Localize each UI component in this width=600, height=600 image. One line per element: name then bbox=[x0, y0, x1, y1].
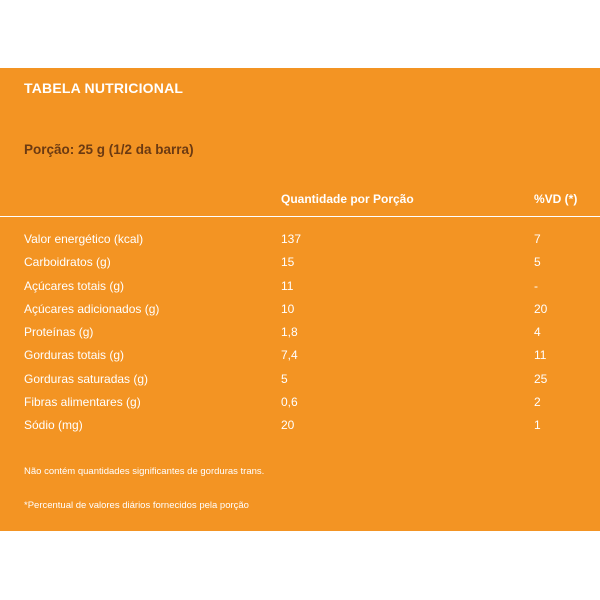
nutrient-vd: 4 bbox=[534, 325, 541, 340]
nutrient-vd: 7 bbox=[534, 232, 541, 246]
nutrition-table-panel bbox=[0, 68, 600, 531]
nutrient-quantity: 15 bbox=[281, 255, 295, 270]
nutrient-quantity: 20 bbox=[281, 418, 295, 433]
nutrient-name: Valor energético (kcal) bbox=[24, 232, 144, 246]
table-row bbox=[0, 372, 600, 395]
nutrient-quantity: 11 bbox=[281, 278, 294, 293]
nutrient-name: Açúcares totais (g) bbox=[24, 278, 125, 293]
nutrient-name: Gorduras totais (g) bbox=[24, 348, 125, 363]
footnote-trans-fat: Não contém quantidades significantes de gorduras trans. bbox=[24, 466, 265, 477]
nutrient-quantity: 7,4 bbox=[281, 348, 298, 363]
table-row bbox=[0, 395, 600, 418]
table-row bbox=[0, 348, 600, 371]
portion-size: Porção: 25 g (1/2 da barra) bbox=[24, 142, 194, 157]
nutrient-vd: - bbox=[534, 278, 538, 293]
nutrient-vd: 20 bbox=[534, 301, 548, 316]
nutrient-quantity: 10 bbox=[281, 301, 295, 316]
nutrient-name: Proteínas (g) bbox=[24, 325, 94, 340]
table-row bbox=[0, 302, 600, 325]
table-header bbox=[0, 192, 600, 214]
nutrient-vd: 1 bbox=[534, 418, 541, 433]
nutrient-name: Gorduras saturadas (g) bbox=[24, 371, 149, 386]
table-row bbox=[0, 232, 600, 255]
nutrient-vd: 25 bbox=[534, 371, 548, 386]
table-row bbox=[0, 418, 600, 441]
nutrient-quantity: 137 bbox=[281, 232, 302, 246]
nutrient-name: Açúcares adicionados (g) bbox=[24, 301, 160, 316]
nutrient-vd: 11 bbox=[534, 348, 547, 363]
header-quantity: Quantidade por Porção bbox=[281, 192, 414, 206]
nutrient-vd: 2 bbox=[534, 395, 541, 410]
table-row bbox=[0, 325, 600, 348]
nutrient-name: Carboidratos (g) bbox=[24, 255, 111, 270]
nutrient-vd: 5 bbox=[534, 255, 541, 270]
header-vd: %VD (*) bbox=[534, 192, 578, 206]
header-divider bbox=[0, 216, 600, 217]
table-row bbox=[0, 279, 600, 302]
table-title: TABELA NUTRICIONAL bbox=[24, 80, 184, 96]
nutrient-quantity: 1,8 bbox=[281, 325, 298, 340]
table-row bbox=[0, 255, 600, 278]
nutrient-name: Sódio (mg) bbox=[24, 418, 83, 433]
nutrient-quantity: 5 bbox=[281, 371, 288, 386]
nutrient-rows bbox=[0, 232, 600, 442]
nutrient-quantity: 0,6 bbox=[281, 395, 298, 410]
nutrient-name: Fibras alimentares (g) bbox=[24, 395, 141, 410]
footnote-percent-dv: *Percentual de valores diários fornecidos pela porção bbox=[24, 500, 249, 511]
